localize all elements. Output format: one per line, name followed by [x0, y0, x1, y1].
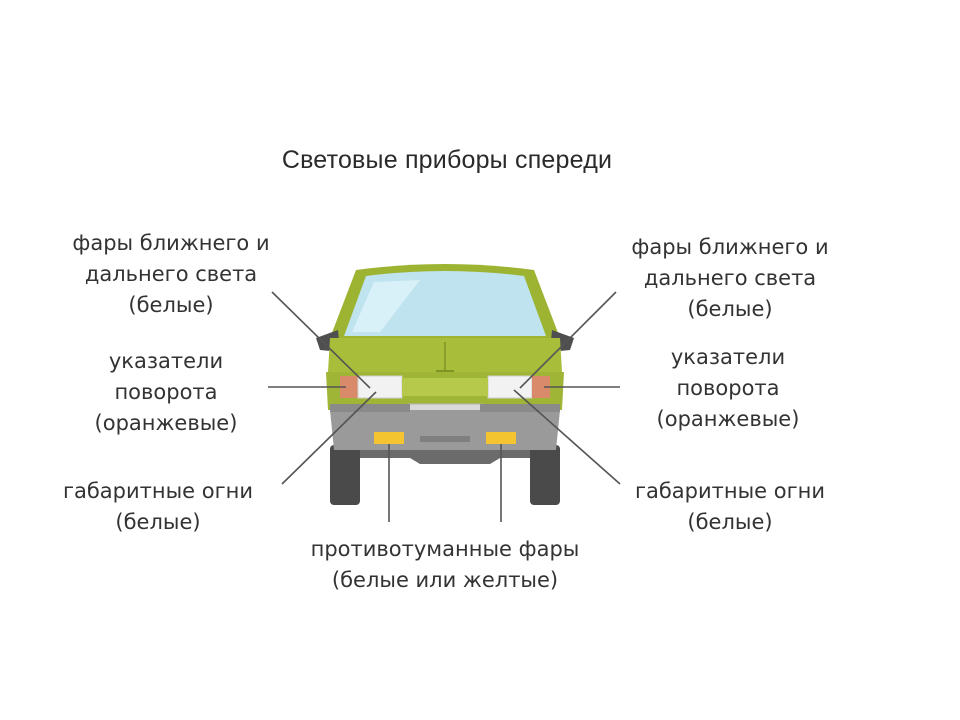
label-turn-right: указатели поворота (оранжевые): [656, 345, 800, 431]
label-turn-left: указатели поворота (оранжевые): [94, 349, 238, 435]
left-tire: [330, 445, 360, 505]
label-headlights-right: фары ближнего и дальнего света (белые): [631, 235, 829, 321]
right-fog-light: [486, 432, 516, 444]
front-bumper: [330, 410, 560, 450]
label-fog-lights: противотуманные фары (белые или желтые): [310, 537, 580, 592]
right-tire: [530, 445, 560, 505]
label-headlights-left: фары ближнего и дальнего света (белые): [72, 231, 270, 317]
left-fog-light: [374, 432, 404, 444]
left-headlight: [358, 376, 402, 398]
label-position-left: габаритные огни (белые): [62, 479, 254, 534]
underbody: [360, 450, 530, 464]
label-position-right: габаритные огни (белые): [634, 479, 826, 534]
grille: [402, 378, 488, 396]
right-headlight: [488, 376, 532, 398]
diagram-title: Световые приборы спереди: [281, 146, 613, 174]
